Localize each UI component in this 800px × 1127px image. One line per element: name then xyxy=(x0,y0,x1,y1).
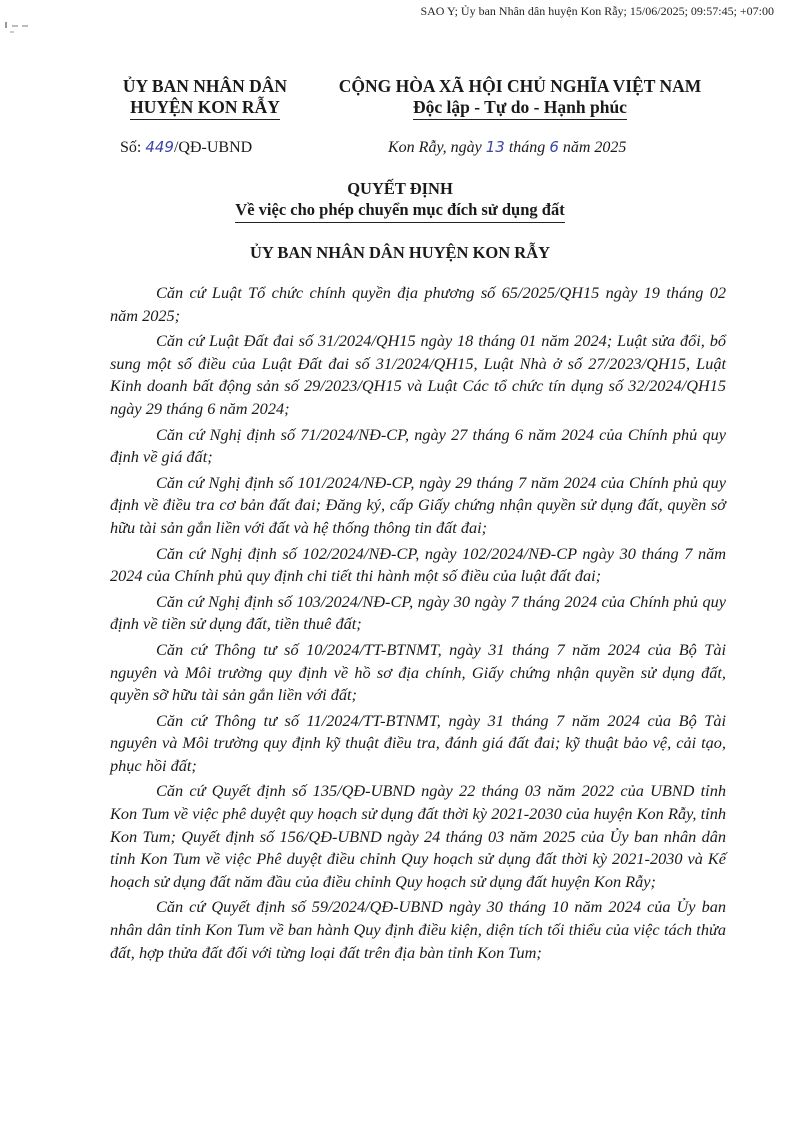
date-year: năm 2025 xyxy=(558,139,627,156)
legal-basis-paragraph: Căn cứ Nghị định số 102/2024/NĐ-CP, ngày 102/2024/NĐ-CP ngày 30 tháng 7 năm 2024 của Chính phủ quy định chi tiết thi hành một số điều của luật đất đai; xyxy=(110,543,726,586)
agency-line-2: HUYỆN KON RẪY xyxy=(130,97,280,120)
legal-basis-paragraph: Căn cứ Quyết định số 135/QĐ-UBND ngày 22 tháng 03 năm 2022 của UBND tỉnh Kon Tum về việc phê duyệt quy hoạch sử dụng đất thời kỳ 2021-2030 của huyện Kon Rẫy, tỉnh Kon Tum; Quyết định số 156/QĐ-UBND ngày 24 tháng 03 năm 2025 của Ủy ban nhân dân tỉnh Kon Tum về việc Phê duyệt điều chỉnh Quy hoạch sử dụng đất thời kỳ 2021-2030 và Kế hoạch sử dụng đất năm đầu của điều chỉnh Quy hoạch sử dụng đất huyện Kon Rẫy; xyxy=(110,781,726,891)
document-subject: Về việc cho phép chuyển mục đích sử dụng đất xyxy=(235,199,564,223)
digital-copy-stamp: SAO Y; Ủy ban Nhân dân huyện Kon Rẫy; 15/06/2025; 09:57:45; +07:00 xyxy=(420,4,774,18)
legal-basis-paragraph: Căn cứ Thông tư số 11/2024/TT-BTNMT, ngày 31 tháng 7 năm 2024 của Bộ Tài nguyên và Môi trường quy định kỹ thuật điều tra, đánh giá đất đai; kỹ thuật bảo vệ, cải tạo, phục hồi đất; xyxy=(110,710,726,775)
issuing-agency xyxy=(90,76,320,120)
legal-basis-paragraph: Căn cứ Nghị định số 71/2024/NĐ-CP, ngày 27 tháng 6 năm 2024 của Chính phủ quy định về giá đất; xyxy=(110,424,726,467)
doc-number-handwritten: 449 xyxy=(145,138,174,156)
national-heading xyxy=(310,76,730,120)
legal-basis-paragraph: Căn cứ Quyết định số 59/2024/QĐ-UBND ngày 30 tháng 10 năm 2024 của Ủy ban nhân dân tỉnh Kon Tum về ban hành Quy định điều kiện, diện tích tối thiểu của việc tách thửa đất, hợp thửa đất đối với từng loại đất trên địa bàn tỉnh Kon Tum; xyxy=(110,897,726,962)
date-month-handwritten: 6 xyxy=(549,138,559,156)
doc-number-prefix: Số: xyxy=(120,139,146,156)
legal-basis-paragraph: Căn cứ Nghị định số 103/2024/NĐ-CP, ngày 30 ngày 7 tháng 2024 của Chính phủ quy định về tiền sử dụng đất, tiền thuê đất; xyxy=(110,591,726,634)
date-day-handwritten: 13 xyxy=(485,138,505,156)
national-motto: Độc lập - Tự do - Hạnh phúc xyxy=(413,97,627,120)
legal-basis-paragraph: Căn cứ Luật Tổ chức chính quyền địa phương số 65/2025/QH15 ngày 19 tháng 02 năm 2025; xyxy=(110,283,726,325)
issue-date xyxy=(388,138,626,157)
decision-title xyxy=(0,178,800,223)
doc-number-suffix: /QĐ-UBND xyxy=(173,139,253,156)
date-month-label: tháng xyxy=(504,139,550,156)
agency-line-1: ỦY BAN NHÂN DÂN xyxy=(122,76,288,96)
date-place: Kon Rẫy, ngày xyxy=(388,139,486,156)
issuing-authority: ỦY BAN NHÂN DÂN HUYỆN KON RẪY xyxy=(249,243,551,262)
document-number xyxy=(120,138,252,157)
legal-basis-paragraph: Căn cứ Luật Đất đai số 31/2024/QH15 ngày 18 tháng 01 năm 2024; Luật sửa đổi, bổ sung một số điều của Luật Đất đai số 31/2024/QH15, Luật Nhà ở số 27/2023/QH15, Luật Kinh doanh bất động sản số 29/2023/QH15 và Luật Các tổ chức tín dụng số 32/2024/QH15 ngày 29 tháng 6 năm 2024; xyxy=(110,331,726,418)
scan-mark-icon xyxy=(4,18,44,38)
document-type: QUYẾT ĐỊNH xyxy=(347,179,453,198)
legal-basis-paragraph: Căn cứ Thông tư số 10/2024/TT-BTNMT, ngày 31 tháng 7 năm 2024 của Bộ Tài nguyên và Môi trường quy định về hồ sơ địa chính, Giấy chứng nhận quyền sử dụng đất, quyền sỡ hữu tài sản gắn liền với đất; xyxy=(110,639,726,705)
legal-basis-section xyxy=(110,282,726,967)
legal-basis-paragraph: Căn cứ Nghị định số 101/2024/NĐ-CP, ngày 29 tháng 7 năm 2024 của Chính phủ quy định về điều tra cơ bản đất đai; Đăng ký, cấp Giấy chứng nhận quyền sử dụng đất, quyền sở hữu tài sản gắn liền với đất và hệ thống thông tin đất đai; xyxy=(110,472,726,537)
nation-name: CỘNG HÒA XÃ HỘI CHỦ NGHĨA VIỆT NAM xyxy=(338,76,702,96)
